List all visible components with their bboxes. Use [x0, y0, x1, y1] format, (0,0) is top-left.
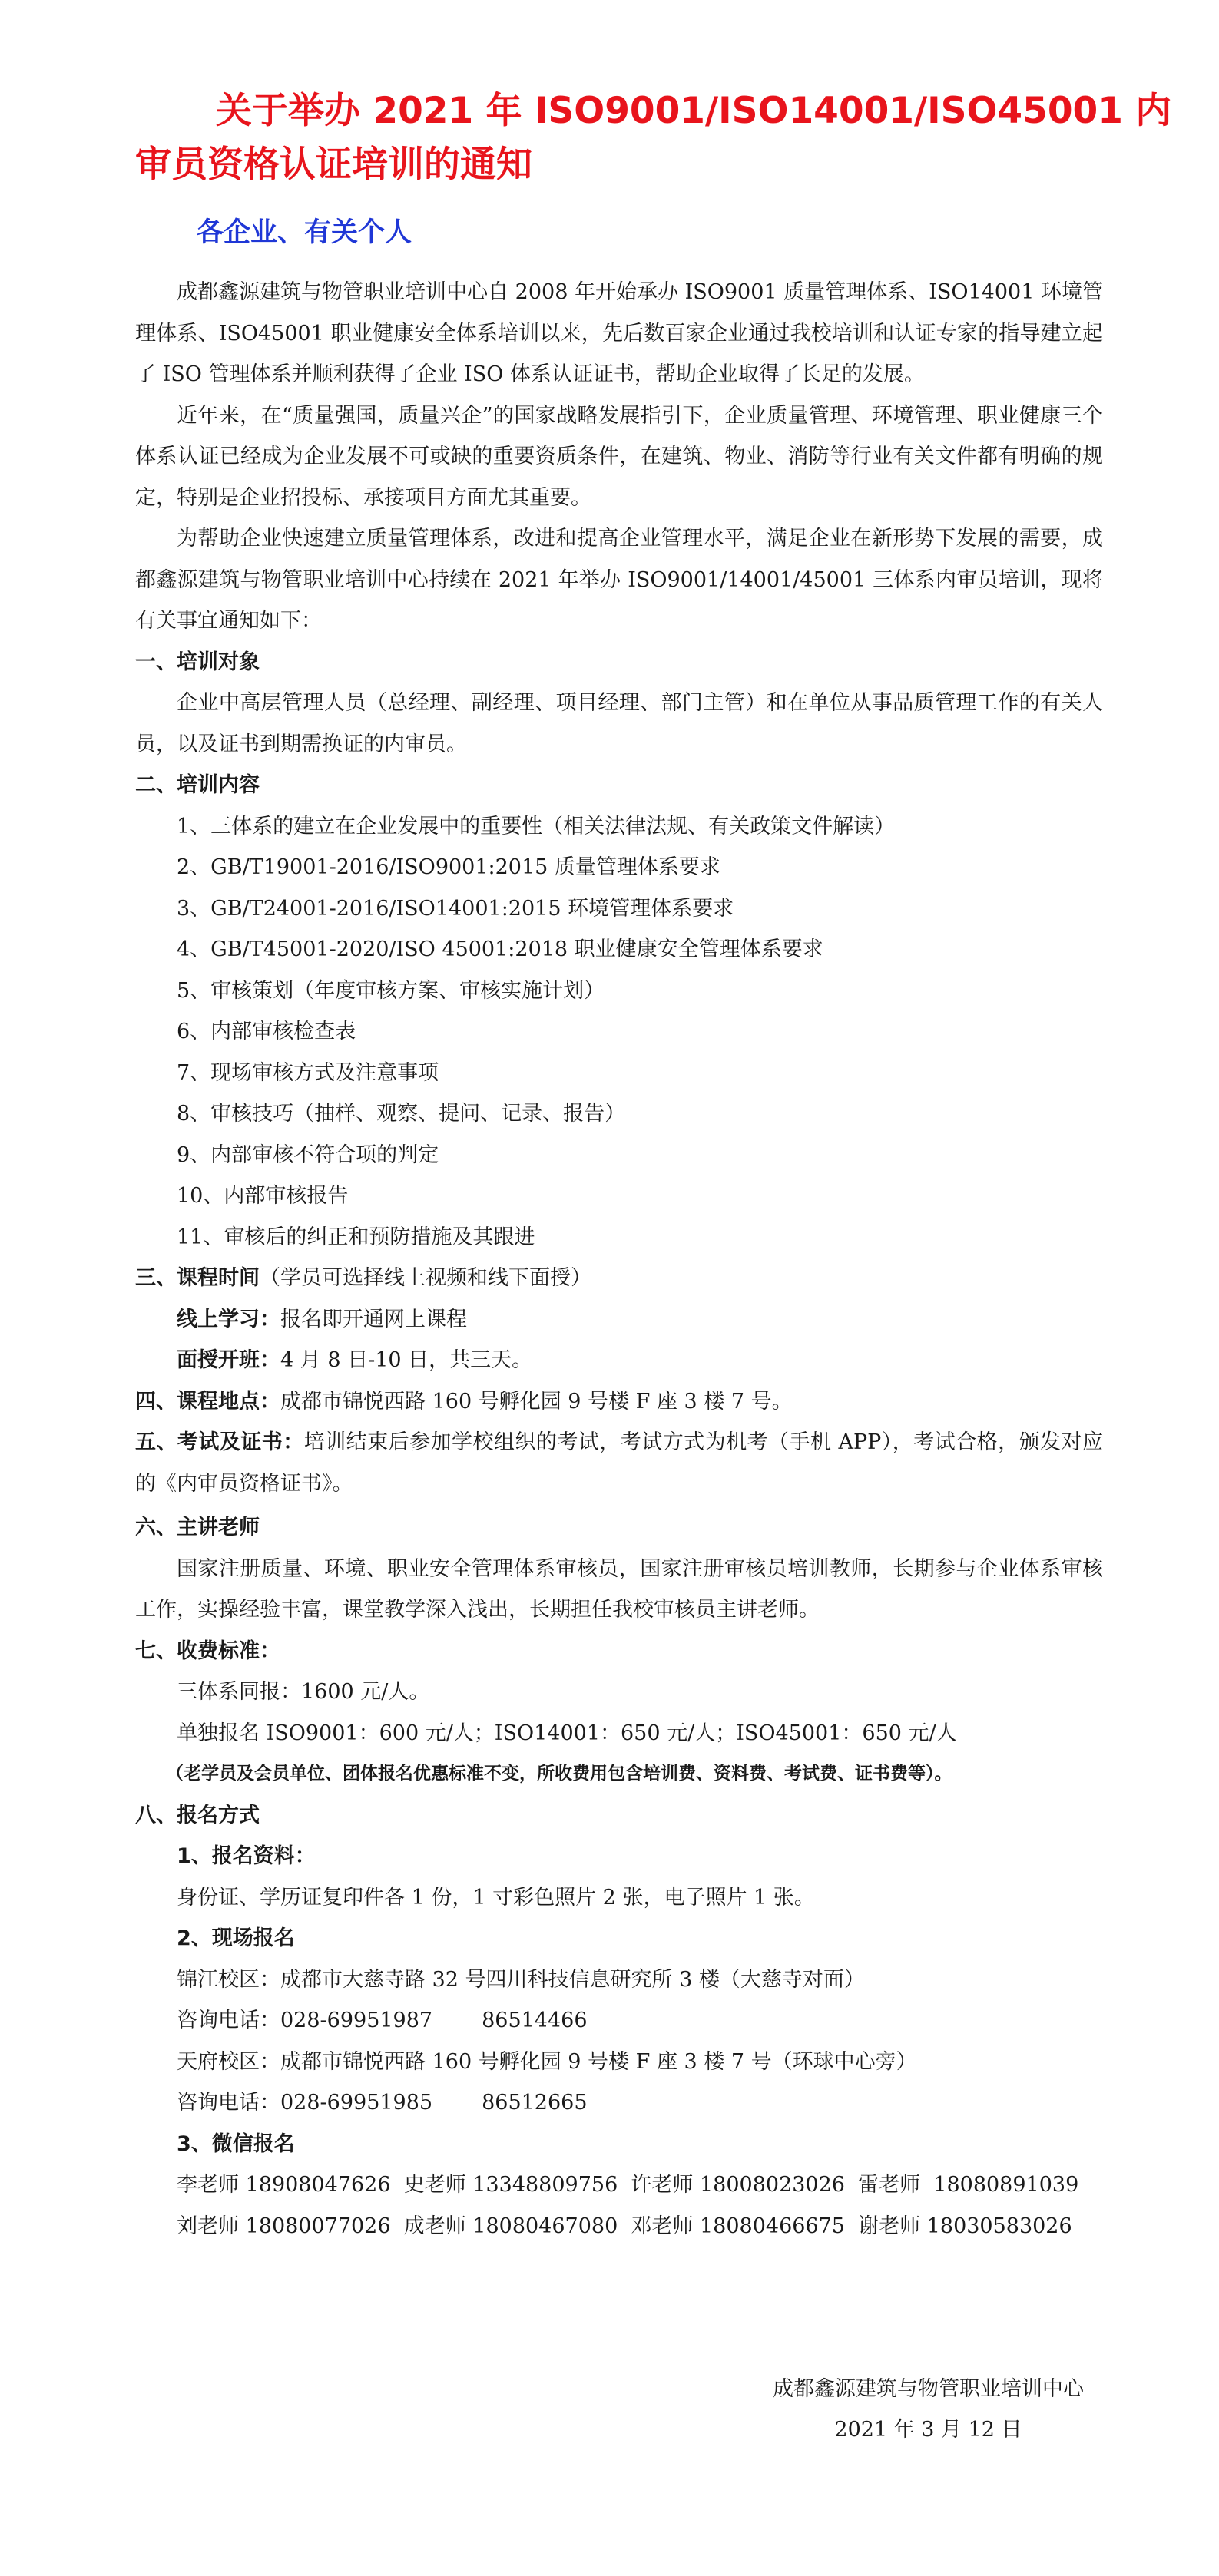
online-text: 报名即开通网上课程: [280, 1307, 467, 1331]
section-heading: 二、培训内容: [135, 773, 260, 797]
fee-line-single: 单独报名 ISO9001：600 元/人；ISO14001：650 元/人；ISO45001：650 元/人: [177, 1721, 957, 1745]
section-registration: [135, 1795, 1103, 2247]
intro-paragraph-1: 成都鑫源建筑与物管职业培训中心自 2008 年开始承办 ISO9001 质量管理体系、ISO14001 环境管理体系、ISO45001 职业健康安全体系培训以来，先后数百家企业通过我校培训和认证专家的指导建立起了 ISO 管理体系并顺利获得了企业 ISO 体系认证证书，帮助企业取得了长足的发展。: [135, 280, 1103, 386]
list-item: 1、三体系的建立在企业发展中的重要性（相关法律法规、有关政策文件解读）: [177, 814, 896, 838]
section-text: 国家注册质量、环境、职业安全管理体系审核员，国家注册审核员培训教师，长期参与企业体系审核工作，实操经验丰富，课堂教学深入浅出，长期担任我校审核员主讲老师。: [135, 1556, 1103, 1622]
section-heading: 六、主讲老师: [135, 1516, 260, 1539]
list-item: 10、内部审核报告: [177, 1184, 349, 1208]
signature-date: 2021 年 3 月 12 日: [834, 2418, 1022, 2442]
list-item: 11、审核后的纠正和预防措施及其跟进: [177, 1225, 535, 1249]
list-item: 8、审核技巧（抽样、观察、提问、记录、报告）: [177, 1102, 626, 1126]
phone-jinjiang-2: 86514466: [482, 2009, 588, 2032]
section-exam-certificate: [135, 1422, 1103, 1504]
section-heading: 七、收费标准：: [135, 1639, 280, 1663]
phone-tianfu: 咨询电话：028-69951985: [177, 2091, 433, 2115]
fee-note: （老学员及会员单位、团体报名优惠标准不变，所收费用包含培训费、资料费、考试费、证书费等）。: [166, 1764, 952, 1784]
signature-org: 成都鑫源建筑与物管职业培训中心: [773, 2377, 1084, 2401]
section-course-location: [135, 1381, 1103, 1423]
section-training-target: [135, 642, 1103, 766]
section-heading: 五、考试及证书：: [135, 1430, 304, 1454]
section-text: 培训结束后参加学校组织的考试，考试方式为机考（手机 APP），考试合格，颁发对应的《内审员资格证书》。: [135, 1430, 1103, 1496]
title-line-1: 关于举办 2021 年 ISO9001/ISO14001/ISO45001 内: [216, 90, 1172, 132]
section-heading: 一、培训对象: [135, 650, 260, 674]
online-label: 线上学习：: [177, 1307, 280, 1331]
section-lecturer: [135, 1507, 1103, 1631]
section-training-content: [135, 765, 1103, 1258]
offline-text: 4 月 8 日-10 日，共三天。: [280, 1348, 533, 1372]
campus-tianfu: 天府校区：成都市锦悦西路 160 号孵化园 9 号楼 F 座 3 楼 7 号（环球中心旁）: [177, 2049, 917, 2074]
phone-tianfu-2: 86512665: [482, 2091, 588, 2115]
list-item: 2、GB/T19001-2016/ISO9001:2015 质量管理体系要求: [177, 855, 720, 879]
phone-jinjiang: 咨询电话：028-69951987: [177, 2009, 433, 2032]
section-heading: 四、课程地点：: [135, 1389, 280, 1414]
intro-paragraph-3: 为帮助企业快速建立质量管理体系，改进和提高企业管理水平，满足企业在新形势下发展的需要，成都鑫源建筑与物管职业培训中心持续在 2021 年举办 ISO9001/14001/45001 三体系内审员培训，现将有关事宜通知如下：: [135, 527, 1103, 633]
wechat-contacts-1: 李老师 18908047626 史老师 13348809756 许老师 18008023026 雷老师 18080891039: [177, 2173, 1079, 2197]
sub-heading-materials: 1、报名资料：: [177, 1844, 316, 1868]
section-heading: 八、报名方式: [135, 1803, 260, 1827]
campus-jinjiang: 锦江校区：成都市大慈寺路 32 号四川科技信息研究所 3 楼（大慈寺对面）: [177, 1967, 865, 1992]
sub-heading-wechat: 3、微信报名: [177, 2131, 295, 2156]
sub-heading-onsite: 2、现场报名: [177, 1926, 295, 1950]
wechat-contacts-2: 刘老师 18080077026 成老师 18080467080 邓老师 18080466675 谢老师 18030583026: [177, 2214, 1072, 2238]
notice-title: [135, 84, 1172, 192]
section-fees: [135, 1631, 1103, 1795]
intro-paragraph-2: 近年来，在“质量强国，质量兴企”的国家战略发展指引下，企业质量管理、环境管理、职业健康三个体系认证已经成为企业发展不可或缺的重要资质条件，在建筑、物业、消防等行业有关文件都有明确的规定，特别是企业招投标、承接项目方面尤其重要。: [135, 403, 1103, 510]
materials-text: 身份证、学历证复印件各 1 份，1 寸彩色照片 2 张，电子照片 1 张。: [177, 1885, 815, 1910]
signature-block: [773, 2369, 1084, 2450]
section-text: 成都市锦悦西路 160 号孵化园 9 号楼 F 座 3 楼 7 号。: [280, 1389, 793, 1414]
list-item: 4、GB/T45001-2020/ISO 45001:2018 职业健康安全管理体系要求: [177, 937, 823, 961]
title-line-2: 审员资格认证培训的通知: [135, 144, 532, 186]
notice-document: [135, 84, 1172, 2247]
offline-label: 面授开班：: [177, 1348, 280, 1372]
list-item: 3、GB/T24001-2016/ISO14001:2015 环境管理体系要求: [177, 896, 734, 921]
fee-line-bundle: 三体系同报：1600 元/人。: [177, 1680, 430, 1704]
section-course-time: [135, 1258, 1103, 1381]
list-item: 7、现场审核方式及注意事项: [177, 1060, 439, 1085]
list-item: 5、审核策划（年度审核方案、审核实施计划）: [177, 978, 605, 1003]
list-item: 9、内部审核不符合项的判定: [177, 1143, 439, 1167]
salutation: 各企业、有关个人: [197, 217, 412, 248]
section-heading-note: （学员可选择线上视频和线下面授）: [260, 1266, 591, 1290]
list-item: 6、内部审核检查表: [177, 1020, 356, 1043]
section-heading: 三、课程时间: [135, 1266, 260, 1290]
section-text: 企业中高层管理人员（总经理、副经理、项目经理、部门主管）和在单位从事品质管理工作的有关人员，以及证书到期需换证的内审员。: [135, 691, 1103, 756]
